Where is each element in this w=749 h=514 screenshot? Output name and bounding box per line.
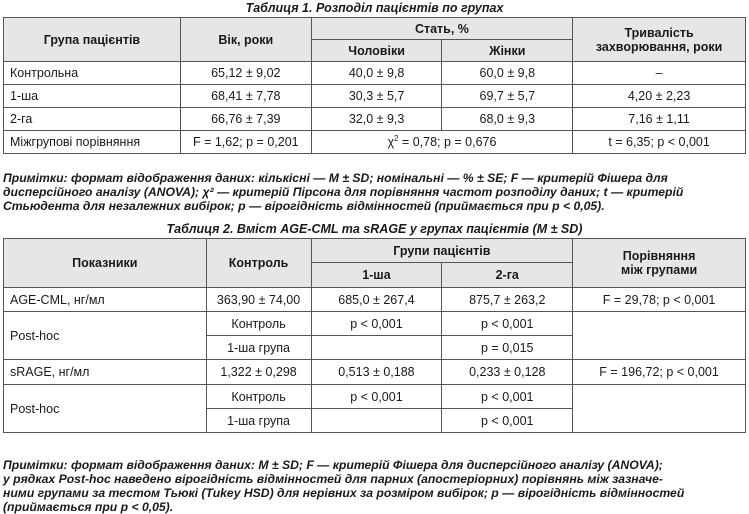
srage-group1: 0,513 ± 0,188 [311, 360, 442, 385]
posthoc-group2: p = 0,015 [442, 336, 573, 360]
posthoc-comparison-empty [573, 385, 746, 409]
note-line: Примітки: формат відображення даних: кількісні — M ± SD; номінальні — % ± SE; F — критерій Фішера для [3, 171, 668, 185]
age-cml-row [4, 288, 746, 312]
table2-notes [3, 458, 746, 514]
duration-cell: 4,20 ± 2,23 [573, 85, 746, 108]
duration-cell: – [573, 62, 746, 85]
header-group1: 1-ша [311, 263, 442, 288]
age-cell: 66,76 ± 7,39 [180, 108, 311, 131]
table2-caption: Таблиця 2. Вміст AGE-CML та sRAGE у групах пацієнтів (M ± SD) [166, 222, 583, 236]
header-duration-line1: Тривалість [624, 25, 694, 40]
age-cml-comparison: F = 29,78; p < 0,001 [573, 288, 746, 312]
srage-row [4, 360, 746, 385]
posthoc-label: Post-hoc [4, 312, 207, 360]
posthoc-row [4, 385, 746, 409]
header-age: Вік, роки [180, 18, 311, 62]
header-group2: 2-га [442, 263, 573, 288]
female-cell: 68,0 ± 9,3 [442, 108, 573, 131]
age-cml-label: AGE-CML, нг/мл [4, 288, 207, 312]
posthoc-ref: Контроль [206, 312, 311, 336]
group-cell: 1-ша [4, 85, 181, 108]
srage-label: sRAGE, нг/мл [4, 360, 207, 385]
posthoc-group1: p < 0,001 [311, 312, 442, 336]
header-groups: Групи пацієнтів [311, 239, 573, 263]
note-line: ними групами за тестом Тьюкі (Tukey HSD) для нерівних за розміром вибірок; p — вірогідність відмінностей [3, 486, 685, 500]
posthoc-label: Post-hoc [4, 385, 207, 433]
male-cell: 40,0 ± 9,8 [311, 62, 442, 85]
comparison-label: Міжгрупові порівняння [4, 131, 181, 154]
male-cell: 32,0 ± 9,3 [311, 108, 442, 131]
comparison-sex-value: = 0,78; p = 0,676 [398, 135, 497, 149]
group-cell: 2-га [4, 108, 181, 131]
age-cml-group1: 685,0 ± 267,4 [311, 288, 442, 312]
chi-symbol: χ [387, 135, 394, 149]
posthoc-ref: Контроль [206, 385, 311, 409]
posthoc-row [4, 312, 746, 336]
posthoc-ref: 1-ша група [206, 409, 311, 433]
duration-cell: 7,16 ± 1,11 [573, 108, 746, 131]
header-control: Контроль [206, 239, 311, 288]
posthoc-group1: p < 0,001 [311, 385, 442, 409]
header-duration [573, 18, 746, 62]
srage-group2: 0,233 ± 0,128 [442, 360, 573, 385]
srage-control: 1,322 ± 0,298 [206, 360, 311, 385]
header-comparison-line2: між групами [621, 263, 698, 277]
note-line: Примітки: формат відображення даних: M ± SD; F — критерій Фішера для дисперсійного аналізу (ANOVA); [3, 458, 663, 472]
header-comparison-line1: Порівняння [622, 249, 696, 263]
patient-distribution-table [3, 17, 746, 154]
posthoc-group1 [311, 409, 442, 433]
age-cell: 68,41 ± 7,78 [180, 85, 311, 108]
chi-superscript: 2 [394, 133, 399, 143]
note-line: (приймається при p < 0,05). [3, 500, 174, 514]
table-row [4, 108, 746, 131]
male-cell: 30,3 ± 5,7 [311, 85, 442, 108]
group-cell: Контрольна [4, 62, 181, 85]
age-cell: 65,12 ± 9,02 [180, 62, 311, 85]
comparison-age: F = 1,62; p = 0,201 [180, 131, 311, 154]
age-cml-control: 363,90 ± 74,00 [206, 288, 311, 312]
note-line: у рядках Post-hoc наведено вірогідність відмінностей для парних (апостеріорних) порівнянь між зазначе- [3, 472, 663, 486]
header-duration-line2: захворювання, роки [595, 39, 723, 54]
table-row [4, 62, 746, 85]
table-row [4, 85, 746, 108]
comparison-sex [311, 131, 572, 154]
posthoc-group2: p < 0,001 [442, 312, 573, 336]
comparison-duration: t = 6,35; p < 0,001 [573, 131, 746, 154]
posthoc-group1 [311, 336, 442, 360]
header-female: Жінки [442, 40, 573, 62]
posthoc-group2: p < 0,001 [442, 385, 573, 409]
posthoc-group2: p < 0,001 [442, 409, 573, 433]
female-cell: 69,7 ± 5,7 [442, 85, 573, 108]
posthoc-comparison-empty [573, 336, 746, 360]
header-comparison [573, 239, 746, 288]
table1-caption: Таблиця 1. Розподіл пацієнтів по групах [245, 1, 504, 15]
posthoc-comparison-empty [573, 409, 746, 433]
posthoc-comparison-empty [573, 312, 746, 336]
header-group: Група пацієнтів [4, 18, 181, 62]
table1-notes [3, 171, 746, 213]
female-cell: 60,0 ± 9,8 [442, 62, 573, 85]
posthoc-ref: 1-ша група [206, 336, 311, 360]
note-line: Стьюдента для незалежних вибірок; p — вірогідність відмінностей (приймається при p < 0,05). [3, 199, 605, 213]
age-cml-srage-table [3, 238, 746, 433]
note-line: дисперсійного аналізу (ANOVA); χ² — критерій Пірсона для порівняння частот розподілу даних; t — критерій [3, 185, 684, 199]
header-sex: Стать, % [311, 18, 572, 40]
header-male: Чоловіки [311, 40, 442, 62]
header-indicators: Показники [4, 239, 207, 288]
srage-comparison: F = 196,72; p < 0,001 [573, 360, 746, 385]
comparison-row [4, 131, 746, 154]
age-cml-group2: 875,7 ± 263,2 [442, 288, 573, 312]
